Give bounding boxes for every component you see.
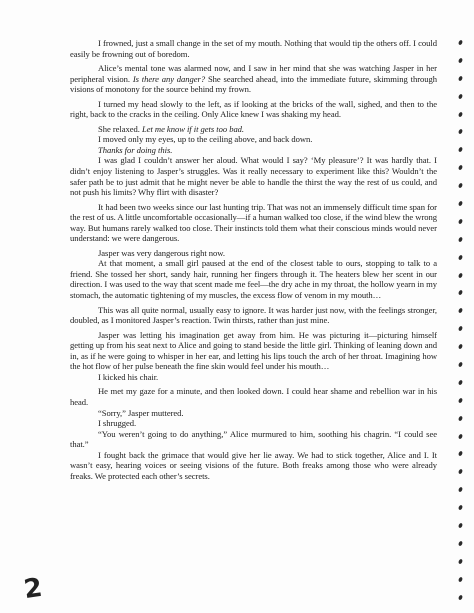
binding-hole	[458, 433, 463, 439]
binding-hole	[458, 397, 463, 403]
binding-hole	[458, 147, 463, 153]
paragraph: Jasper was very dangerous right now.	[98, 247, 225, 258]
binding-hole	[458, 451, 463, 457]
binding-hole	[458, 183, 463, 189]
italic-thought: Thanks for doing this.	[98, 144, 173, 155]
binding-hole	[458, 75, 463, 81]
paragraph: I turned my head slowly to the left, as if looking at the bricks of the wall, sighed, and then to the right, back to the cracks in the ceiling. Only Alice knew I was shaking my head.	[70, 98, 437, 120]
paragraph: It had been two weeks since our last hunting trip. That was not an immensely difficult time span for the rest of us. A little uncomfortable occasionally—if a human walked too close, if the wind blew the wrong way. But humans rarely walked too close. Their instincts told them what their conscious minds would never understand: we were dangerous.	[70, 201, 437, 244]
binding-hole	[458, 57, 463, 63]
binding-hole	[458, 326, 463, 332]
binding-hole	[458, 201, 463, 207]
paragraph	[70, 145, 437, 156]
italic-thought: Is there any danger?	[132, 73, 206, 84]
paragraph: This was all quite normal, usually easy to ignore. It was harder just now, with the feelings stronger, doubled, as I monitored Jasper’s reaction. Twin thirsts, rather than just mine.	[70, 304, 437, 326]
binding-hole	[458, 594, 463, 600]
paragraph: At that moment, a small girl paused at the end of the closest table to ours, stopping to talk to a friend. She tossed her short, sandy hair, running her fingers through it. The heaters blew her scent in our direction. I was used to the way that scent made me feel—the dry ache in my throat, the hollow yearn in my stomach, the automatic tightening of my muscles, the excess flow of venom in my mouth…	[70, 258, 437, 301]
binding-hole	[458, 290, 463, 296]
binding-hole	[458, 93, 463, 99]
binding-hole	[458, 111, 463, 117]
binding-hole	[458, 540, 463, 546]
binding-hole	[458, 39, 463, 45]
paragraph: Jasper was letting his imagination get away from him. He was picturing it—picturing himself getting up from his seat next to Alice and going to stand beside the little girl. Thinking of leaning down and in, as if he were going to whisper in her ear, and letting his lips touch the arch of her throat. Imagining how the hot flow of her pulse beneath the fine skin would feel under his mouth…	[70, 329, 437, 372]
paragraph: I frowned, just a small change in the set of my mouth. Nothing that would tip the others off. I could easily be frowning out of boredom.	[70, 38, 437, 59]
binding-hole	[458, 487, 463, 493]
binding-hole	[458, 165, 463, 171]
binding-hole	[458, 523, 463, 529]
paragraph: Alice’s mental tone was alarmed now, and I saw in her mind that she was watching Jasper in her peripheral vision. Is there any danger? She searched ahead, into the immediate future, skimming through visions of monotony for the source behind my frown.	[70, 63, 437, 95]
binding-hole	[458, 576, 463, 582]
paragraph: “Sorry,” Jasper muttered.	[98, 407, 184, 418]
paragraph: I kicked his chair.	[98, 371, 159, 382]
paragraph: I moved only my eyes, up to the ceiling above, and back down.	[98, 134, 313, 145]
binding-hole	[458, 308, 463, 314]
binding-hole	[458, 558, 463, 564]
spiral-binding	[458, 40, 466, 600]
binding-hole	[458, 362, 463, 368]
body-text	[70, 38, 437, 481]
paragraph: “You weren’t going to do anything,” Alice murmured to him, soothing his chagrin. “I could see that.”	[70, 428, 437, 450]
paragraph: She relaxed. Let me know if it gets too bad.	[98, 123, 245, 134]
paragraph: I shrugged.	[98, 418, 137, 429]
binding-hole	[458, 218, 463, 224]
binding-hole	[458, 254, 463, 260]
paragraph: He met my gaze for a minute, and then looked down. I could hear shame and rebellion war in his head.	[70, 386, 437, 407]
paragraph: I fought back the grimace that would give her lie away. We had to stick together, Alice and I. It wasn’t easy, hearing voices or seeing visions of the future. Both freaks among those who were already freaks. We protected each other’s secrets.	[70, 449, 437, 481]
binding-hole	[458, 505, 463, 511]
binding-hole	[458, 469, 463, 475]
binding-hole	[458, 129, 463, 135]
binding-hole	[458, 272, 463, 278]
paragraph: I was glad I couldn’t answer her aloud. What would I say? ‘My pleasure’? It was hardly that. I didn’t enjoy listening to Jasper’s struggles. Was it really necessary to experiment like this? Wouldn’t the safer path be to just admit that he might never be able to handle the thirst the way the rest of us could, and not push his limits? Why flirt with disaster?	[70, 155, 437, 198]
italic-thought: Let me know if it gets too bad.	[141, 123, 245, 134]
binding-hole	[458, 415, 463, 421]
page-number: 2	[22, 572, 45, 606]
binding-hole	[458, 236, 463, 242]
binding-hole	[458, 344, 463, 350]
binding-hole	[458, 379, 463, 385]
